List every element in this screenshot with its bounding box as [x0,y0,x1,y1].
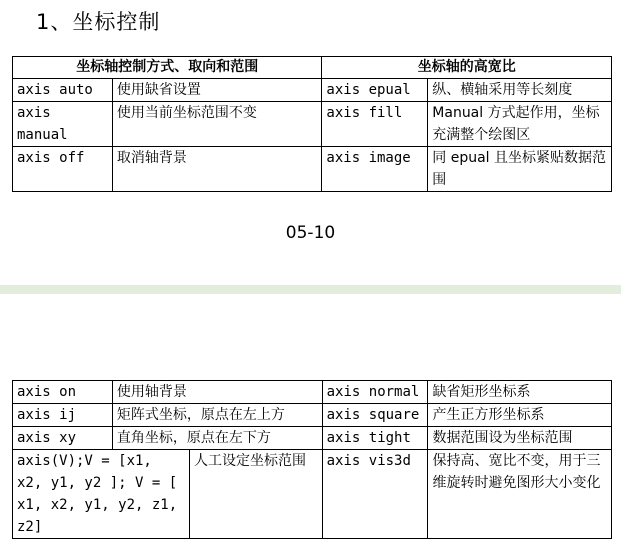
command-cell: axis tight [322,427,428,450]
description-cell: 数据范围设为坐标范围 [428,427,612,450]
command-cell: axis ij [13,404,113,427]
description-cell: 使用轴背景 [112,381,322,404]
command-cell: axis normal [322,381,428,404]
command-cell: axis image [322,147,428,192]
description-cell: 纵、横轴采用等长刻度 [428,79,612,102]
description-cell: 直角坐标，原点在左下方 [112,427,322,450]
section-title: 1、坐标控制 [36,10,161,34]
page-number: 05-10 [285,223,336,243]
description-cell: 同 epual 且坐标紧贴数据范围 [428,147,612,192]
description-cell: Manual 方式起作用，坐标充满整个绘图区 [428,102,612,147]
table-row [13,381,612,404]
table-row [13,450,612,539]
table-row [13,102,612,147]
table-header-control: 坐标轴控制方式、取向和范围 [13,57,322,79]
command-cell: axis auto [13,79,113,102]
split-cell [13,450,323,539]
command-cell: axis(V);V = [x1, x2, y1, y2 ]; V = [ x1, x2, y1, y2, z1, z2] [13,450,190,538]
axis-control-table-2 [12,380,612,539]
table-row [13,404,612,427]
page-divider [0,285,621,294]
command-cell: axis epual [322,79,428,102]
description-cell: 保持高、宽比不变，用于三维旋转时避免图形大小变化 [428,450,612,539]
table-row [13,79,612,102]
command-cell: axis off [13,147,113,192]
description-cell: 缺省矩形坐标系 [428,381,612,404]
description-cell: 取消轴背景 [112,147,322,192]
command-cell: axis on [13,381,113,404]
axis-control-table-1 [12,56,612,192]
description-cell: 矩阵式坐标，原点在左上方 [112,404,322,427]
command-cell: axis square [322,404,428,427]
description-cell: 使用当前坐标范围不变 [112,102,322,147]
command-cell: axis xy [13,427,113,450]
command-cell: axis manual [13,102,113,147]
description-cell: 产生正方形坐标系 [428,404,612,427]
table-header-row [13,57,612,79]
table-header-aspect: 坐标轴的高宽比 [322,57,612,79]
command-cell: axis fill [322,102,428,147]
command-cell: axis vis3d [322,450,428,539]
description-cell: 人工设定坐标范围 [194,453,306,469]
description-cell: 使用缺省设置 [112,79,322,102]
table-row [13,147,612,192]
table-row [13,427,612,450]
